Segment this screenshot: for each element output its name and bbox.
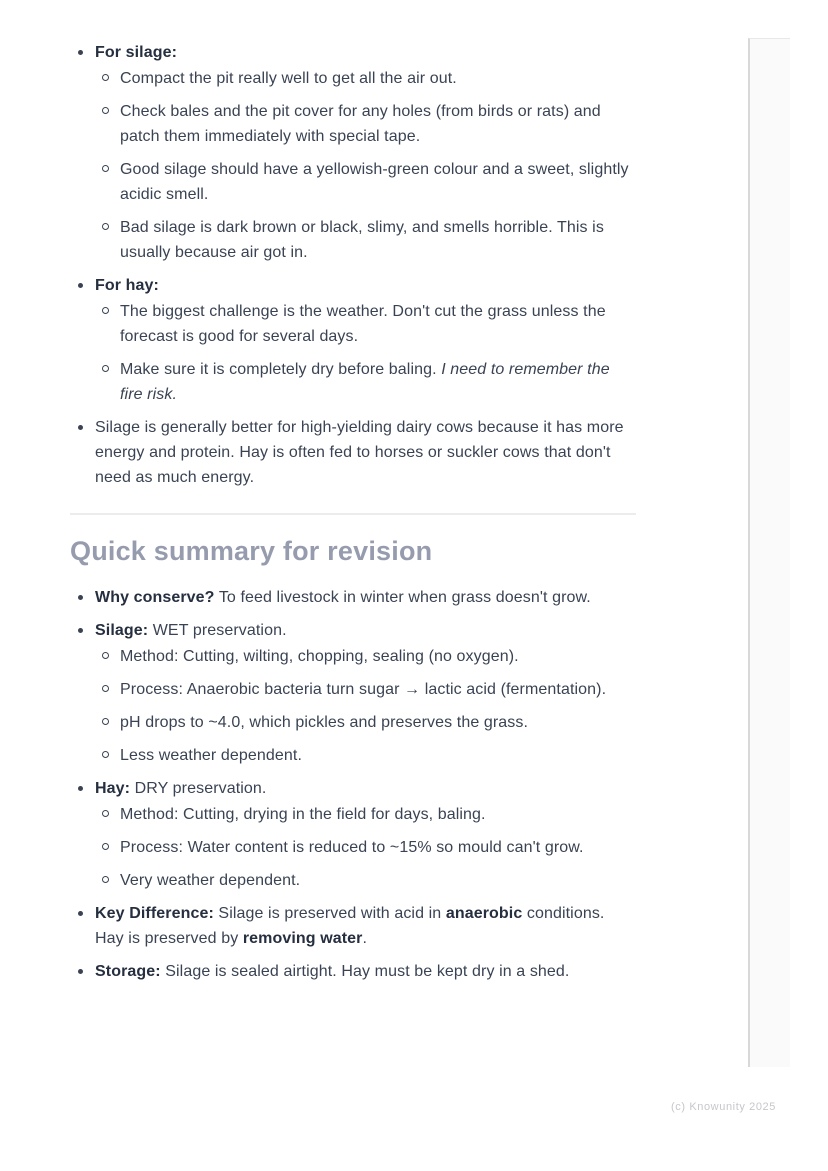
text-run: . [362,930,368,947]
sub-list-item [95,99,636,149]
list-item [70,273,636,407]
list-item [70,415,636,490]
section-heading: Quick summary for revision [70,536,433,566]
list-item [70,40,636,265]
list-item [70,959,636,984]
sub-list-item [95,835,636,860]
text-run: I need to remember the fire risk. [120,361,610,403]
text-run: DRY preservation. [130,780,267,797]
sub-list-item [95,868,636,893]
sub-list-item [95,157,636,207]
sub-bullet-list [95,644,636,768]
text-run: Compact the pit really well to get all the air out. [120,70,457,87]
text-run: Make sure it is completely dry before baling. [120,361,442,378]
copyright-watermark: (c) Knowunity 2025 [671,1101,776,1113]
list-item [70,585,636,610]
sub-list-item [95,66,636,91]
list-item [70,618,636,768]
sub-list-item [95,215,636,265]
text-run: WET preservation. [148,622,287,639]
sub-list-item [95,677,636,702]
list-item [70,776,636,893]
text-run: Silage is sealed airtight. Hay must be kept dry in a shed. [160,963,570,980]
sub-list-item [95,299,636,349]
text-run: Process: Anaerobic bacteria turn sugar → lactic acid (fermentation). [120,681,607,698]
sub-list-item [95,743,636,768]
sub-list-item [95,644,636,669]
text-run: Bad silage is dark brown or black, slimy, and smells horrible. This is usually because air got in. [120,219,604,261]
text-run: Less weather dependent. [120,747,302,764]
text-run: Silage is preserved with acid in [213,905,446,922]
text-run: anaerobic [445,905,523,922]
text-run: Good silage should have a yellowish-green colour and a sweet, slightly acidic smell. [120,161,629,203]
text-run: For hay: [95,277,159,294]
text-run: Storage: [95,963,161,980]
next-page-edge [748,38,790,1067]
bullet-list [70,585,636,984]
document-content [70,40,636,984]
text-run: Silage: [95,622,149,639]
text-run: conditions. Hay is preserved by [95,905,605,947]
sub-bullet-list [95,299,636,407]
section-divider [70,513,636,515]
text-run: The biggest challenge is the weather. Don't cut the grass unless the forecast is good for several days. [120,303,606,345]
text-run: Why conserve? [95,589,215,606]
text-run: Check bales and the pit cover for any holes (from birds or rats) and patch them immediately with special tape. [120,103,601,145]
text-run: Method: Cutting, drying in the field for days, baling. [120,806,486,823]
text-run: removing water [242,930,363,947]
text-run: pH drops to ~4.0, which pickles and preserves the grass. [120,714,529,731]
bullet-list [70,40,636,490]
sub-bullet-list [95,802,636,893]
text-run: Silage is generally better for high-yielding dairy cows because it has more energy and protein. Hay is often fed to horses or suckler cows that don't need as much energy. [95,419,624,486]
text-run: Process: Water content is reduced to ~15% so mould can't grow. [120,839,584,856]
sub-bullet-list [95,66,636,265]
sub-list-item [95,357,636,407]
text-run: Hay: [95,780,131,797]
list-item [70,901,636,951]
sub-list-item [95,710,636,735]
text-run: To feed livestock in winter when grass doesn't grow. [214,589,591,606]
text-run: For silage: [95,44,178,61]
text-run: Very weather dependent. [120,872,301,889]
text-run: Method: Cutting, wilting, chopping, sealing (no oxygen). [120,648,519,665]
sub-list-item [95,802,636,827]
text-run: Key Difference: [95,905,214,922]
